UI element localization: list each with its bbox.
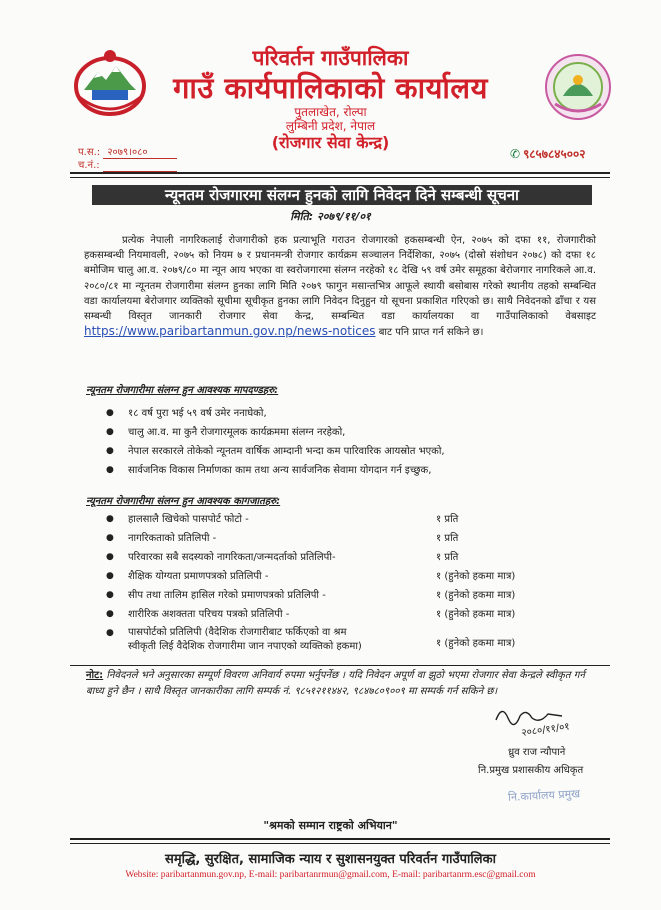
document-count: १ प्रति <box>436 514 459 525</box>
document-count: १ प्रति <box>436 552 459 563</box>
notice-title: न्यूनतम रोजगारमा संलग्न हुनको लागि निवेदन दिने सम्बन्धी सूचना <box>92 185 592 205</box>
header-divider <box>70 172 610 174</box>
notice-link[interactable]: https://www.paribartanmun.gov.np/news-notices <box>84 324 376 339</box>
criteria-list <box>106 404 586 480</box>
list-item <box>106 605 586 624</box>
note-label: नोट: <box>86 670 104 681</box>
signature-date: २०८०/११/०१ <box>520 721 571 739</box>
list-item <box>106 529 586 548</box>
list-item <box>106 548 586 567</box>
note-block <box>86 668 596 700</box>
note-divider <box>70 665 610 666</box>
bullet-icon: ● <box>106 571 114 581</box>
list-item: ● १८ वर्ष पुरा भई ५९ वर्ष उमेर ननाघेको, <box>106 404 586 423</box>
notice-date: मिति: २०७९/११/०१ <box>290 210 371 223</box>
list-item <box>106 586 586 605</box>
document-name: सीप तथा तालिम हासिल गरेको प्रमाणपत्रको प्रतिलिपी - <box>128 590 326 601</box>
document-count: १ प्रति <box>436 533 459 544</box>
list-item <box>106 510 586 529</box>
document-name: परिवारका सबै सदस्यको नागरिकता/जन्मदर्ताको प्रतिलिपी- <box>128 552 336 563</box>
paragraph-end: बाट पनि प्राप्त गर्न सकिने छ। <box>378 327 484 339</box>
list-item <box>106 567 586 586</box>
bullet-icon: ● <box>106 590 114 600</box>
office-location: पुतलाखेत, रोल्पा <box>294 105 367 119</box>
phone-icon: ✆ <box>510 147 521 161</box>
document-name: शारीरिक अशक्तता परिचय पत्रको प्रतिलिपी - <box>128 609 290 620</box>
footer-slogan: "श्रमको सम्मान राष्ट्रको अभियान" <box>263 819 398 832</box>
dispatch-number <box>78 157 177 172</box>
documents-list <box>106 510 586 654</box>
footer-tagline: समृद्धि, सुरक्षित, सामाजिक न्याय र सुशासनयुक्त परिवर्तन गाउँपालिका <box>165 852 496 867</box>
phone-number <box>510 145 585 162</box>
office-name: गाउँ कार्यपालिकाको कार्यालय <box>173 71 488 105</box>
document-count: १ (हुनेको हकमा मात्र) <box>436 609 516 620</box>
footer-divider <box>70 838 610 840</box>
reference-label: प.स.: <box>78 147 101 158</box>
dispatch-value <box>103 160 177 172</box>
signatory-title: नि.प्रमुख प्रशासकीय अधिकृत <box>478 765 584 776</box>
list-item: ● सार्वजनिक विकास निर्माणका काम तथा अन्य सार्वजनिक सेवामा योगदान गर्न इच्छुक, <box>106 461 586 480</box>
header-divider-thin <box>70 177 610 178</box>
paragraph-text: प्रत्येक नेपाली नागरिकलाई रोजगारीको हक प्रत्याभूति गराउन रोजगारको हकसम्बन्धी ऐन, २०७५ को दफा ११, रोजगारीको हकसम्बन्धी नियमावली, २०७५ को नियम ७ र प्रधानमन्त्री रोजगार कार्यक्रम सञ्चालन निर्देशिका, २०७५ (दोस्रो संशोधन २०७८) को दफा १८ बमोजिम चालु आ.व. २०७९/८० मा न्यून आय भएका वा स्वरोजगारमा संलग्न नरहेको १८ देखि ५९ वर्ष उमेर समूहका बेरोजगार नागरिकले आ.व. २०८०/८१ मा न्यूनतम रोजगारीमा संलग्न हुनका लागि मिति २०७९ फागुन मसान्तभित्र आफूले स्थायी बसोबास गरेको स्थानीय तहको सम्बन्धित वडा कार्यालयमा बेरोजगार व्यक्तिको सूचीमा सूचीकृत हुनका लागि निवेदन दिनुहुन यो सूचना प्रकाशित गरिएको छ। साथै निवेदनको ढाँचा र यस सम्बन्धी विस्तृत जानकारी रोजगार सेवा केन्द्र, सम्बन्धित वडा कार्यालयका वा गाउँपालिकाको वेबसाइट <box>84 235 596 323</box>
phone-value: ९८५७८४५००२ <box>523 147 586 161</box>
bullet-icon: ● <box>106 514 114 524</box>
reference-value: २०७९।०८० <box>103 144 177 159</box>
signatory-name: ध्रुव राज न्यौपाने <box>508 747 566 758</box>
documents-heading: न्यूनतम रोजगारीमा संलग्न हुन आवश्यक कागजातहरु: <box>86 496 281 507</box>
office-stamp: नि.कार्यालय प्रमुख <box>507 787 581 804</box>
criteria-heading: न्यूनतम रोजगारीमा संलग्न हुन आवश्यक मापदण्डहरु: <box>86 385 279 396</box>
bullet-icon: ● <box>106 552 114 562</box>
document-count: १ (हुनेको हकमा मात्र) <box>436 638 516 649</box>
dispatch-label: च.नं.: <box>78 160 100 171</box>
footer-divider-thin <box>70 843 610 844</box>
note-text: निवेदनले भने अनुसारका सम्पूर्ण विवरण अनिवार्य रुपमा भर्नुपर्नेछ । यदि निवेदन अपूर्ण वा झुठो भएमा रोजगार सेवा केन्द्रले स्वीकृत गर्न बाध्य हुने छैन । साथै विस्तृत जानकारीका लागि सम्पर्क नं. ९८५१२११४४२, ९८४७८०९००९ मा सम्पर्क गर्न सकिने छ। <box>86 670 585 697</box>
bullet-icon: ● <box>106 609 114 619</box>
office-province: लुम्बिनी प्रदेश, नेपाल <box>285 119 376 133</box>
document-name: नागरिकताको प्रतिलिपी - <box>128 533 217 544</box>
document-name <box>128 626 362 654</box>
list-item <box>106 624 586 654</box>
footer-contact: Website: paribartanmun.gov.np, E-mail: paribartanrmun@gmail.com, E-mail: paribartanrm.esc@gmail.com <box>125 870 536 880</box>
list-item: ● चालु आ.व. मा कुनै रोजगारमूलक कार्यक्रममा संलग्न नरहेको, <box>106 423 586 442</box>
municipality-name: परिवर्तन गाउँपालिका <box>252 46 409 70</box>
list-item: ● नेपाल सरकारले तोकेको न्यूनतम वार्षिक आम्दानी भन्दा कम पारिवारिक आयस्रोत भएको, <box>106 442 586 461</box>
bullet-icon: ● <box>106 533 114 543</box>
bullet-icon: ● <box>106 628 114 638</box>
document-name-line1: पासपोर्टको प्रतिलिपी (वैदेशिक रोजगारीबाट फर्किएको वा श्रम <box>128 627 347 638</box>
document-name: हालसालै खिचेको पासपोर्ट फोटो - <box>128 514 249 525</box>
document-name: शैक्षिक योग्यता प्रमाणपत्रको प्रतिलिपी - <box>128 571 269 582</box>
notice-paragraph <box>84 233 596 340</box>
signature-image <box>492 700 582 742</box>
office-unit: (रोजगार सेवा केन्द्र) <box>271 133 390 152</box>
document-count: १ (हुनेको हकमा मात्र) <box>436 590 516 601</box>
document-name-line2: स्वीकृती लिई वैदेशिक रोजगारीमा जान नपाएको व्यक्तिको हकमा) <box>128 641 362 652</box>
document-count: १ (हुनेको हकमा मात्र) <box>436 571 516 582</box>
